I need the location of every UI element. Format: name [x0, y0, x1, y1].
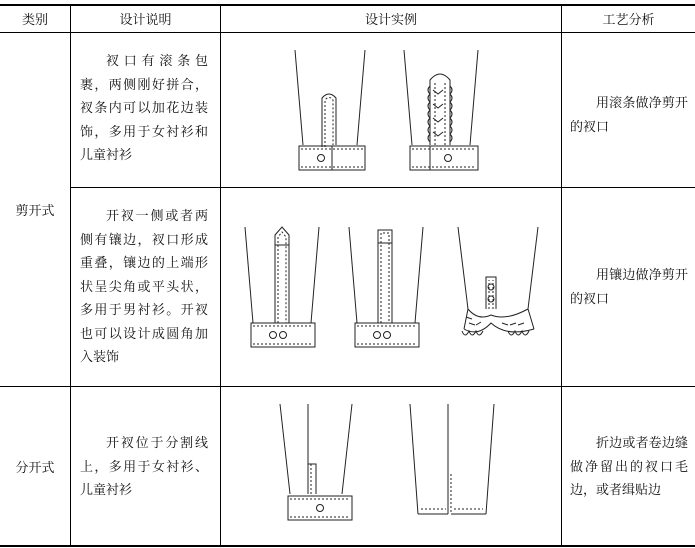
row3-process: 折边或者卷边缝做净留出的衩口毛边，或者缉贴边 [570, 436, 688, 498]
column-divider-2 [220, 5, 221, 546]
lace-placket-sleeve-illustration [402, 48, 486, 180]
square-placket-sleeve-illustration [347, 225, 427, 355]
column-divider-3 [561, 5, 562, 546]
category-cut-type: 剪开式 [15, 204, 55, 219]
row1-bottom-rule [70, 187, 695, 188]
pointed-placket-sleeve-illustration [243, 225, 323, 355]
row1-process: 用滚条做净剪开的衩口 [570, 96, 688, 135]
table-bottom-rule [0, 545, 695, 547]
row3-description: 开衩位于分割线上，多用于女衬衫、儿童衬衫 [80, 436, 208, 498]
row2-description: 开衩一侧或者两侧有镶边，衩口形成重叠，镶边的上端形状呈尖角或平头状，多用于男衬衫。开衩也可以设计成圆角加入装饰 [80, 209, 208, 365]
header-process: 工艺分析 [602, 12, 655, 28]
header-examples: 设计实例 [364, 12, 417, 28]
seam-split-cuff-sleeve-illustration [278, 402, 358, 532]
row1-description: 衩口有滚条包裹，两侧刚好拼合，衩条内可以加花边装饰，多用于女衬衫和儿童衬衫 [80, 54, 208, 163]
category-split-type: 分开式 [15, 460, 55, 476]
header-description: 设计说明 [119, 12, 172, 28]
ruffled-placket-sleeve-illustration [456, 225, 546, 355]
row2-bottom-rule [0, 386, 695, 387]
row2-process: 用镶边做净剪开的衩口 [570, 268, 688, 307]
bound-placket-sleeve-illustration [293, 48, 373, 180]
column-divider-1 [70, 5, 71, 546]
header-category: 类别 [21, 12, 48, 28]
header-bottom-rule [0, 32, 695, 33]
seam-split-hem-sleeve-illustration [408, 402, 498, 532]
